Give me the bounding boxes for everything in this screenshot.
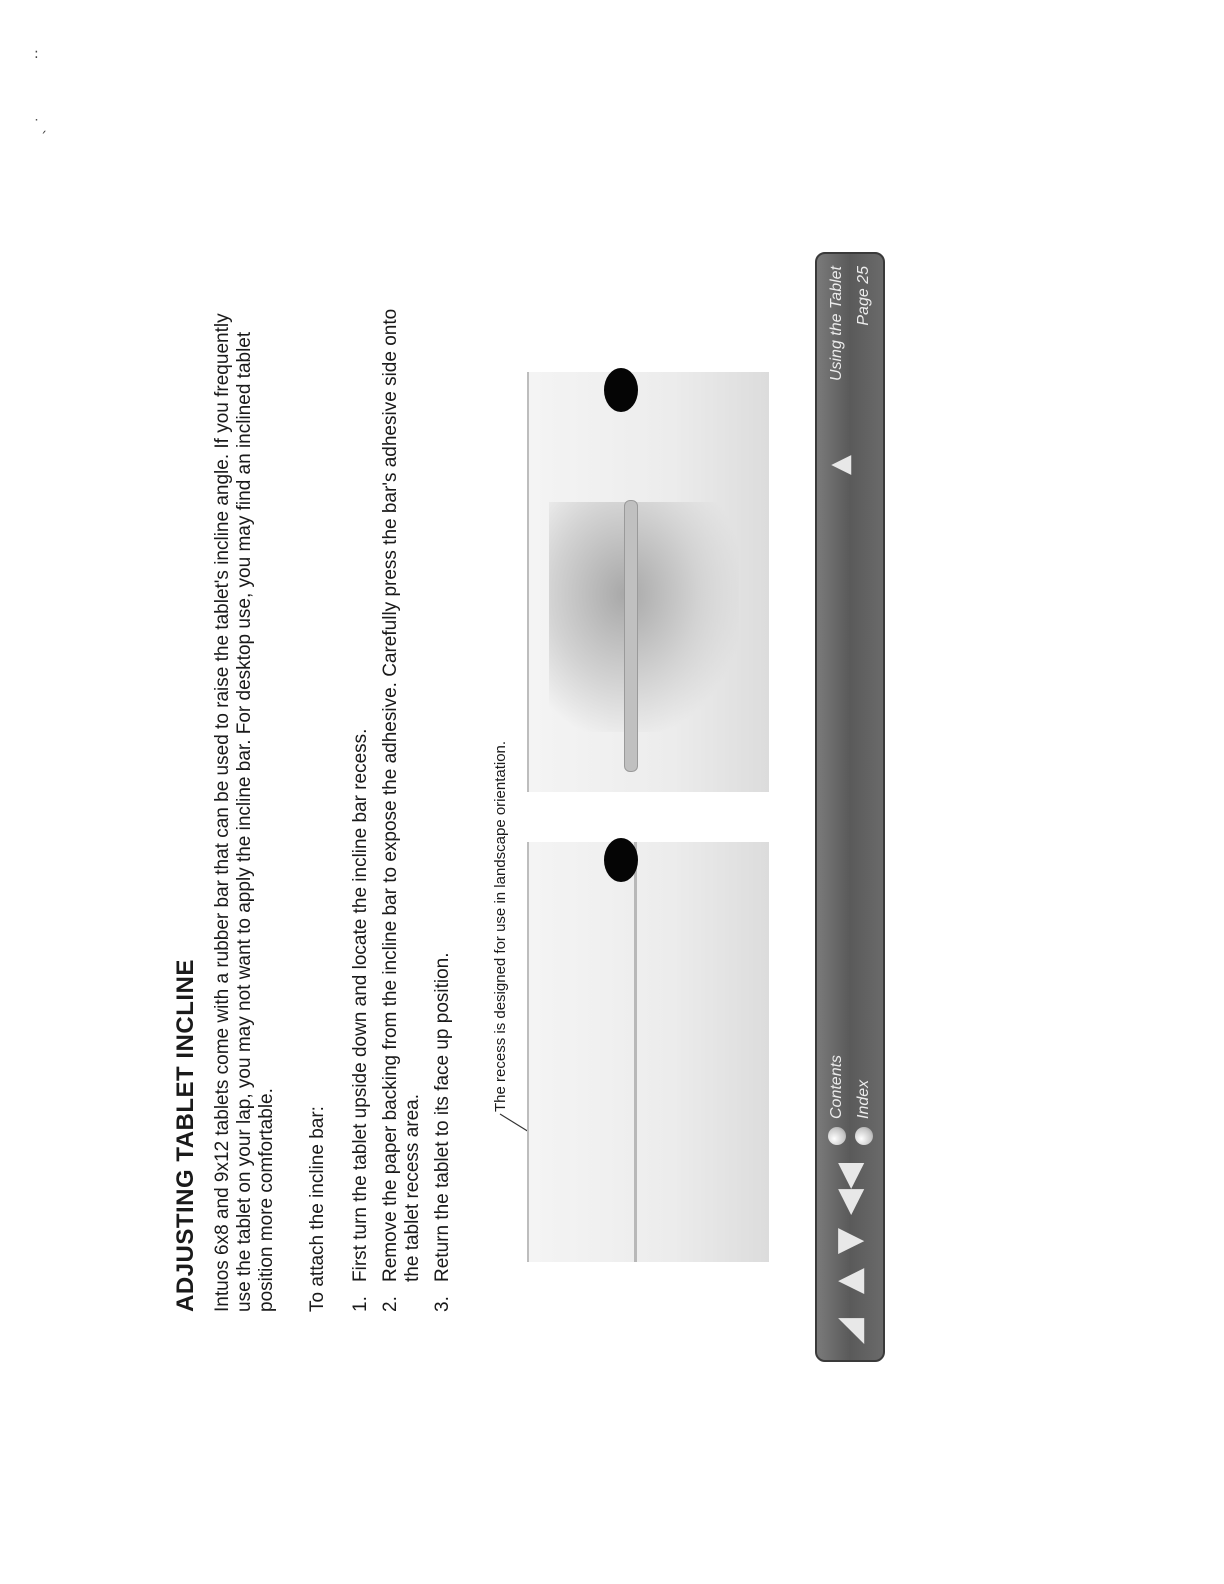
step-text: Remove the paper backing from the incline bar to expose the adhesive. Carefully press the bar's adhesive side onto the tablet recess area. bbox=[380, 308, 423, 1282]
up-arrow-icon[interactable]: ▲ bbox=[829, 1267, 869, 1295]
back-icon[interactable]: ◀◀ bbox=[829, 1162, 869, 1216]
contents-link[interactable] bbox=[823, 1055, 850, 1145]
callout-line bbox=[22, 82, 922, 1502]
home-icon[interactable]: ◢ bbox=[829, 1317, 869, 1345]
nav-links bbox=[823, 1055, 877, 1145]
step-text: First turn the tablet upside down and locate the incline bar recess. bbox=[350, 728, 371, 1282]
incline-bar-image bbox=[624, 500, 638, 772]
attach-label: To attach the incline bar: bbox=[307, 1106, 328, 1312]
step-item bbox=[380, 302, 424, 1312]
figure-caption: The recess is designed for use in landscape orientation. bbox=[492, 740, 509, 1112]
manual-page bbox=[22, 82, 922, 1502]
step-number: 1. bbox=[350, 1296, 371, 1312]
step-item bbox=[432, 302, 454, 1312]
index-link[interactable] bbox=[850, 1055, 877, 1145]
recess-marker bbox=[604, 368, 638, 412]
page-number: Page 25 bbox=[855, 266, 872, 326]
steps-list bbox=[350, 302, 462, 1312]
incline-bar-photo bbox=[527, 372, 769, 792]
index-label: Index bbox=[855, 1079, 872, 1119]
scan-speck: ˙ˏ bbox=[33, 118, 47, 134]
navigation-bar bbox=[815, 252, 885, 1362]
step-number: 3. bbox=[432, 1296, 453, 1312]
intro-paragraph bbox=[212, 302, 278, 1312]
page-title: ADJUSTING TABLET INCLINE bbox=[172, 959, 199, 1312]
hand-image bbox=[549, 502, 739, 732]
step-text: Return the tablet to its face up position. bbox=[432, 952, 453, 1282]
scan-speck: : bbox=[34, 46, 39, 62]
intro-text: Intuos 6x8 and 9x12 tablets come with a rubber bar that can be used to raise the tablet's incline angle. If you frequently use the tablet on your lap, you may not want to apply the incline bar. For desktop use, you may find an inclined tablet position more comfortable. bbox=[212, 313, 277, 1312]
step-number: 2. bbox=[380, 1296, 401, 1312]
nav-page-info bbox=[823, 266, 877, 381]
contents-label: Contents bbox=[828, 1054, 845, 1119]
step-item bbox=[350, 302, 372, 1312]
recess-marker bbox=[604, 838, 638, 882]
section-up-icon[interactable]: ▲ bbox=[825, 455, 855, 475]
contents-button-icon bbox=[828, 1127, 846, 1145]
down-arrow-icon[interactable]: ▼ bbox=[829, 1227, 869, 1255]
tablet-edge bbox=[634, 842, 637, 1262]
tablet-recess-photo bbox=[527, 842, 769, 1262]
section-title[interactable]: Using the Tablet bbox=[828, 266, 845, 382]
index-button-icon bbox=[855, 1127, 873, 1145]
